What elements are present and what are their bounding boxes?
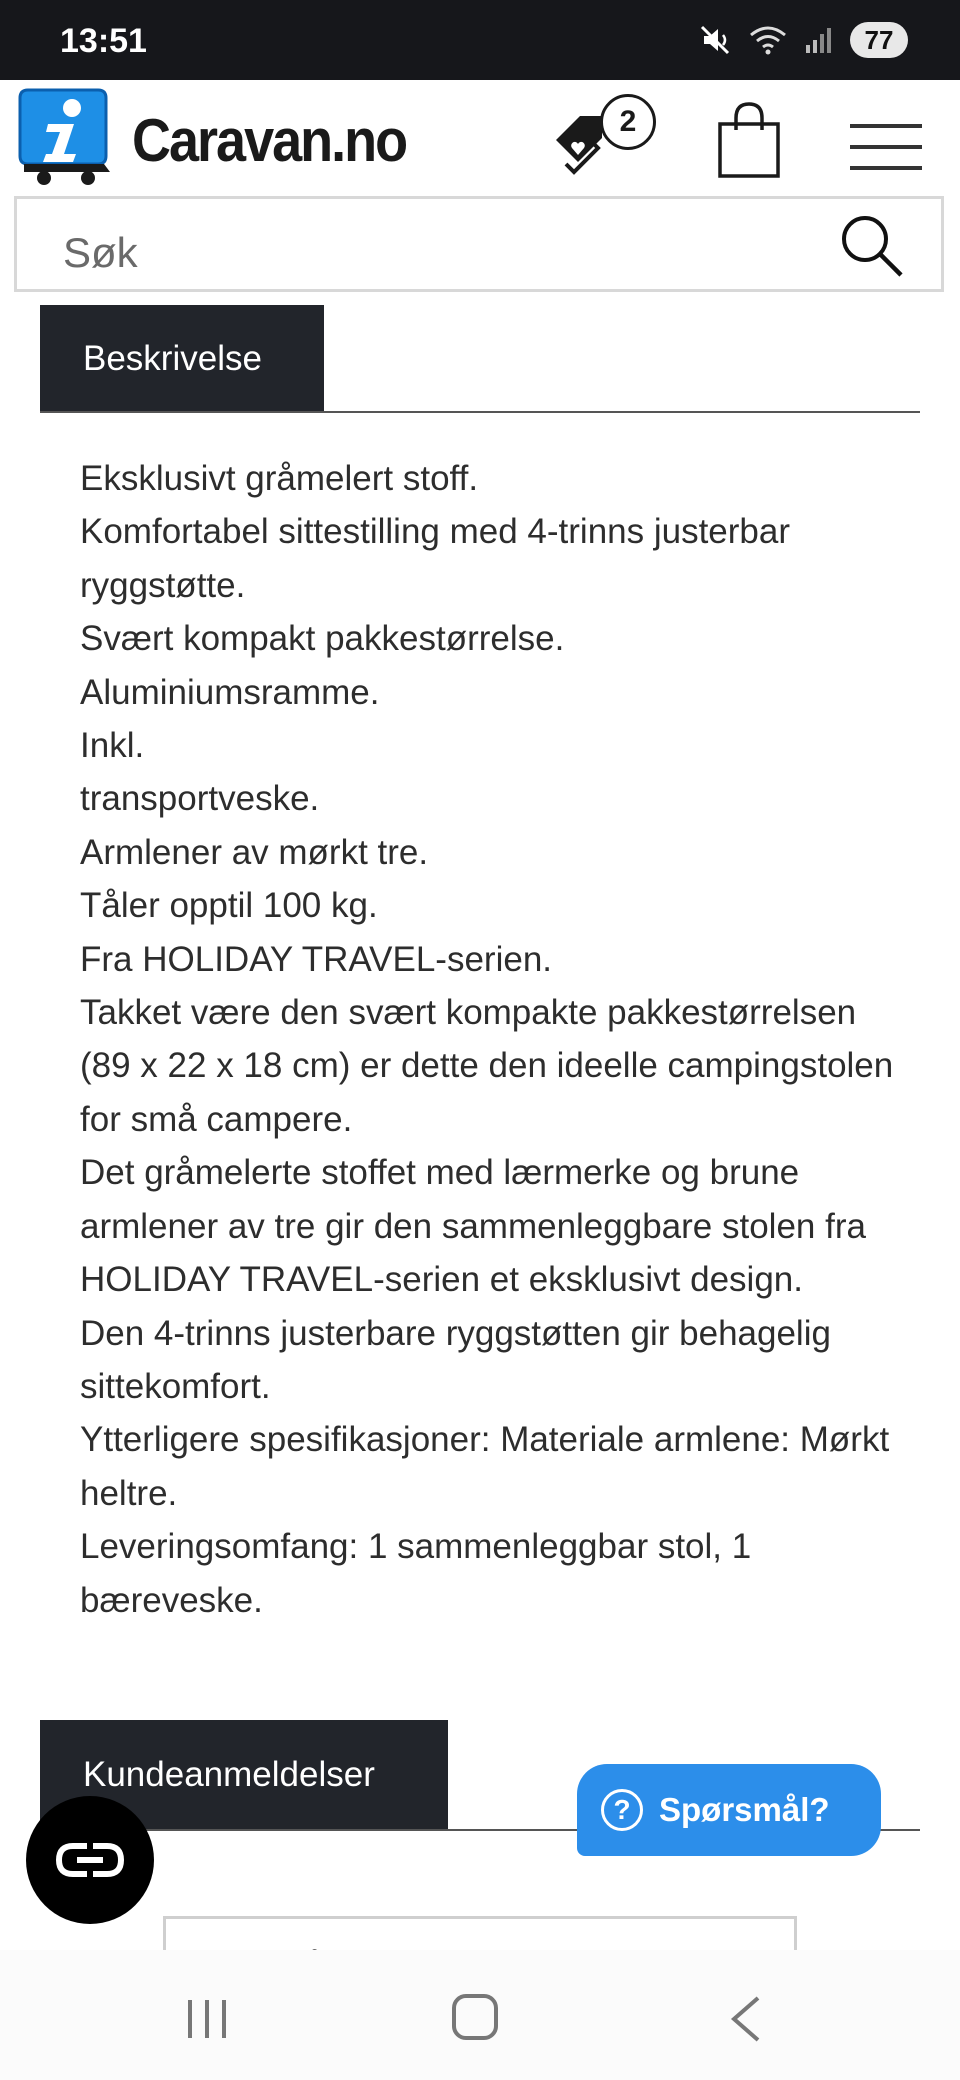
search-bar <box>14 196 944 292</box>
status-bar <box>0 0 960 80</box>
site-header <box>0 80 960 196</box>
hamburger-menu-icon <box>850 122 926 172</box>
question-icon: ? <box>601 1789 643 1831</box>
description-line: Leveringsomfang: 1 sammenleggbar stol, 1 bæreveske. <box>80 1527 752 1620</box>
main-menu-button[interactable] <box>850 122 926 172</box>
chat-link-icon <box>55 1840 125 1880</box>
description-line: transportveske. <box>80 779 320 819</box>
questions-button[interactable] <box>577 1764 881 1856</box>
description-line: Takket være den svært kompakte pakkestørrelsen (89 x 22 x 18 cm) er dette den ideelle campingstolen for små campere. <box>80 993 894 1139</box>
description-line: Inkl. <box>80 726 145 766</box>
chat-widget-button[interactable] <box>26 1796 154 1924</box>
status-icons <box>698 18 908 62</box>
signal-icon <box>804 25 834 55</box>
shopping-bag-icon <box>716 100 782 180</box>
tab-reviews-label: Kundeanmeldelser <box>83 1755 375 1794</box>
tab-description[interactable] <box>40 305 324 412</box>
description-line: Den 4-trinns justerbare ryggstøtten gir behagelig sittekomfort. <box>80 1313 831 1406</box>
tab-description-label: Beskrivelse <box>83 338 262 378</box>
mute-icon <box>698 23 732 57</box>
back-icon[interactable] <box>728 1994 764 2044</box>
wifi-icon <box>748 23 788 57</box>
wishlist-button[interactable] <box>550 92 660 182</box>
cart-button[interactable] <box>716 100 782 180</box>
logo-icon <box>14 88 124 188</box>
description-line: Fra HOLIDAY TRAVEL-serien. <box>80 939 553 979</box>
system-nav-bar <box>0 1950 960 2080</box>
wishlist-count-badge: 2 <box>600 94 656 150</box>
tab-divider <box>40 411 920 413</box>
description-line: Eksklusivt gråmelert stoff. <box>80 459 479 498</box>
questions-label: Spørsmål? <box>659 1791 830 1828</box>
product-description <box>80 452 900 1627</box>
description-line: Ytterligere spesifikasjoner: Materiale armlene: Mørkt heltre. <box>80 1420 890 1513</box>
description-line: Det gråmelerte stoffet med lærmerke og brune armlener av tre gir den sammenleggbare stolen fra HOLIDAY TRAVEL-serien et eksklusivt design. <box>80 1153 866 1300</box>
description-line: Aluminiumsramme. <box>80 672 380 712</box>
search-button[interactable] <box>839 213 905 279</box>
logo-text: Caravan.no <box>132 107 407 175</box>
battery-indicator: 77 <box>850 22 908 58</box>
home-icon[interactable] <box>452 1994 498 2040</box>
description-line: Tåler opptil 100 kg. <box>80 886 378 926</box>
recent-apps-icon[interactable] <box>186 1998 228 2040</box>
description-line: Armlener av mørkt tre. <box>80 832 429 872</box>
status-time: 13:51 <box>60 22 147 60</box>
site-logo[interactable] <box>14 88 407 188</box>
description-line: Svært kompakt pakkestørrelse. <box>80 619 565 659</box>
description-line: Komfortabel sittestilling med 4-trinns justerbar ryggstøtte. <box>80 512 791 605</box>
search-icon <box>839 213 905 279</box>
search-input[interactable] <box>63 229 823 277</box>
